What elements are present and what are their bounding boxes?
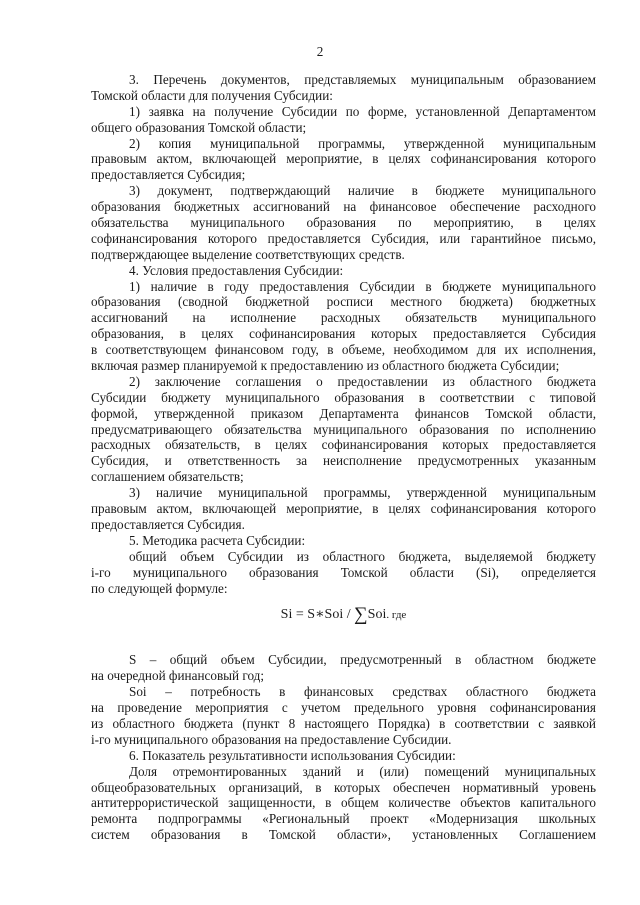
text-line: 3. Перечень документов, представляемых муниципальным образованием (129, 72, 596, 87)
text-line: 5. Методика расчета Субсидии: (129, 532, 306, 548)
text-block-sections-3-5 (91, 72, 596, 596)
formula-expression (91, 604, 596, 626)
text-line: 2) заключение соглашения о предоставлении из областного бюджета (129, 373, 596, 389)
text-line: ремонта подпрограммы «Региональный проект «Модернизация школьных (91, 811, 596, 827)
text-line: общий объем Субсидии из областного бюджета, выделяемой бюджету (129, 548, 596, 564)
text-line: 3) документ, подтверждающий наличие в бюджете муниципального (129, 183, 596, 199)
text-line: предоставляется Субсидия. (91, 516, 245, 532)
text-line: Томской области для получения Субсидии: (91, 87, 333, 103)
text-line: софинансирования которого предоставляется Субсидия, или гарантийное письмо, (91, 230, 596, 246)
text-line: ассигнований на исполнение расходных обязательств муниципального (91, 310, 596, 326)
text-line: Доля отремонтированных зданий и (или) помещений муниципальных (129, 763, 596, 779)
text-line: 3) наличие муниципальной программы, утвержденной муниципальным (129, 485, 596, 501)
text-line: подтверждающее выделение соответствующих средств. (91, 246, 405, 262)
text-line: общеобразовательных организаций, в которых обеспечен нормативный уровень (91, 779, 596, 795)
text-line: на очередной финансовый год; (91, 668, 265, 684)
text-line: Субсидия, и ответственность за неисполнение предусмотренных указанным (91, 453, 596, 469)
text-line: Soi – потребность в финансовых средствах областного бюджета (129, 684, 596, 700)
text-line: 2) копия муниципальной программы, утвержденной муниципальным (129, 135, 596, 151)
formula-tail: Soi (367, 607, 387, 623)
text-line: 4. Условия предоставления Субсидии: (129, 262, 344, 278)
text-line: формой, утвержденной приказом Департамента финансов Томской области, (91, 405, 596, 421)
text-line: предоставляется Субсидия; (91, 167, 246, 183)
text-line: на проведение мероприятия с учетом предельного уровня софинансирования (91, 700, 596, 716)
text-line: по следующей формуле: (91, 580, 228, 596)
formula-main: Si = S∗Soi / (280, 607, 355, 623)
text-line: правовым актом, включающей мероприятие, в целях софинансирования которого (91, 151, 596, 167)
text-block-definitions-section-6 (91, 652, 596, 843)
text-line: i-го муниципального образования на предоставление Субсидии. (91, 731, 452, 747)
text-line: обязательства муниципального образования по мероприятию, в целях (91, 215, 596, 231)
text-line: образования бюджетных ассигнований на финансовое обеспечение расходного (91, 199, 596, 215)
subsidy-formula (91, 596, 596, 652)
text-line: в соответствующем финансовом году, в объеме, необходимом для их исполнения, (91, 342, 596, 358)
formula-suffix: . где (386, 609, 407, 622)
text-line: антитеррористической защищенности, в общем количестве объектов капитального (91, 795, 596, 811)
text-line: соглашением обязательств; (91, 469, 244, 485)
text-line: образования, в целях софинансирования которых предоставляется Субсидия (91, 326, 596, 342)
document-body (91, 72, 596, 843)
text-line: включая размер планируемой к предоставлению из областного бюджета Субсидии; (91, 358, 560, 374)
page-number: 2 (316, 44, 324, 59)
sum-symbol: ∑ (354, 604, 368, 626)
text-line: 6. Показатель результативности использования Субсидии: (129, 747, 456, 763)
text-line: Субсидии бюджету муниципального образования в соответствии с типовой (91, 389, 596, 405)
text-line: S – общий объем Субсидии, предусмотренный в областном бюджете (129, 652, 596, 668)
text-line: расходных обязательств, в целях софинансирования которых предоставляется (91, 437, 596, 453)
text-line: из областного бюджета (пункт 8 настоящего Порядка) в соответствии с заявкой (91, 715, 596, 731)
text-line: 1) наличие в году предоставления Субсидии в бюджете муниципального (129, 278, 596, 294)
text-line: 1) заявка на получение Субсидии по форме, установленной Департаментом (129, 103, 596, 119)
text-line: предусматривающего обязательства муниципального образования по исполнению (91, 421, 596, 437)
text-line: систем образования в Томской области», установленных Соглашением (91, 827, 596, 843)
text-line: правовым актом, включающей мероприятие, в целях софинансирования которого (91, 501, 596, 517)
text-line: общего образования Томской области; (91, 119, 307, 135)
text-line: образования (сводной бюджетной росписи местного бюджета) бюджетных (91, 294, 596, 310)
text-line: i-го муниципального образования Томской области (Si), определяется (91, 564, 596, 580)
